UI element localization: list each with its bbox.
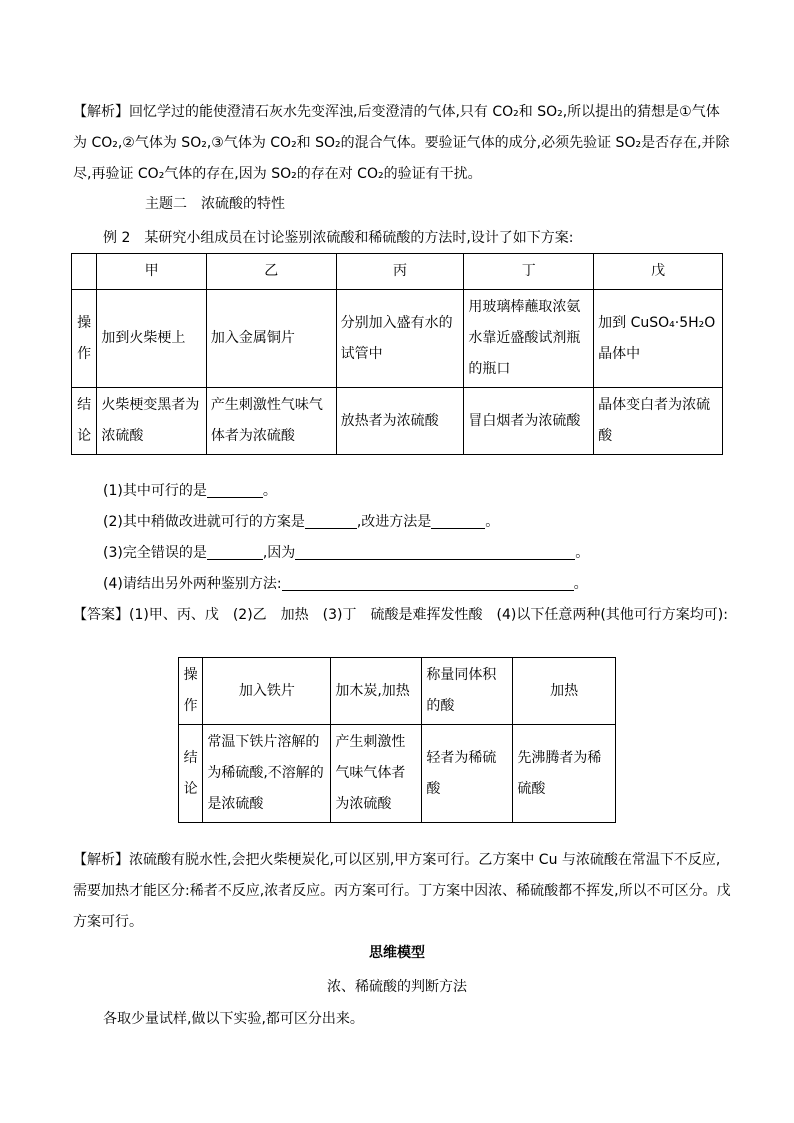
answer-blank <box>207 543 263 560</box>
question-text: 。 <box>262 483 277 499</box>
row-label: 结论 <box>72 388 97 455</box>
question-2 <box>103 511 499 531</box>
table-cell: 用玻璃棒蘸取浓氨水靠近盛酸试剂瓶的瓶口 <box>464 290 594 388</box>
example-intro: 例 2 某研究小组成员在讨论鉴别浓硫酸和稀硫酸的方法时,设计了如下方案: <box>103 230 574 246</box>
answer-blank <box>295 543 575 560</box>
answer-paragraph: 【答案】(1)甲、丙、戊 (2)乙 加热 (3)丁 硫酸是难挥发性酸 (4)以下任意两种(其他可行方案均可): <box>73 607 728 623</box>
answer-blank <box>431 512 485 529</box>
table-cell: 产生刺激性气味气体者为浓硫酸 <box>331 725 422 823</box>
row-label: 操作 <box>179 658 203 725</box>
row-label: 操作 <box>72 290 97 388</box>
answer-blank <box>305 512 357 529</box>
answer-blank <box>207 481 263 498</box>
table-row <box>72 388 723 455</box>
question-text: 。 <box>485 514 500 530</box>
model-subtitle: 浓、稀硫酸的判断方法 <box>327 979 467 995</box>
table-header-cell: 丙 <box>336 254 464 290</box>
table-cell: 常温下铁片溶解的为稀硫酸,不溶解的是浓硫酸 <box>203 725 331 823</box>
table-cell: 放热者为浓硫酸 <box>336 388 464 455</box>
table-row <box>179 658 616 725</box>
table-cell: 冒白烟者为浓硫酸 <box>464 388 594 455</box>
row-label: 结论 <box>179 725 203 823</box>
table-cell: 晶体变白者为浓硫酸 <box>594 388 723 455</box>
table-cell: 加到火柴梗上 <box>97 290 207 388</box>
model-title: 思维模型 <box>369 945 425 961</box>
topic-heading: 主题二 浓硫酸的特性 <box>145 196 285 212</box>
question-text: ,改进方法是 <box>356 514 432 530</box>
table-cell: 先沸腾者为稀硫酸 <box>513 725 616 823</box>
table-header-row <box>72 254 723 290</box>
answer-table <box>178 657 616 823</box>
table-cell: 加入铁片 <box>203 658 331 725</box>
analysis-paragraph-1: 【解析】回忆学过的能使澄清石灰水先变浑浊,后变澄清的气体,只有 CO₂和 SO₂,所以提出的猜想是①气体为 CO₂,②气体为 SO₂,③气体为 CO₂和 SO₂的混合气体。要验证气体的成分,必须先验证 SO₂是否存在,并除尽,再验证 CO₂气体的存在,因为 SO₂的存在对 CO₂的验证有干扰。 <box>73 104 730 182</box>
table-cell: 产生刺激性气味气体者为浓硫酸 <box>206 388 336 455</box>
table-header-cell <box>72 254 97 290</box>
table-row <box>179 725 616 823</box>
question-text: 。 <box>573 576 588 592</box>
method-table <box>71 253 723 455</box>
table-cell: 加到 CuSO₄·5H₂O 晶体中 <box>594 290 723 388</box>
table-header-cell: 丁 <box>464 254 594 290</box>
question-text: (2)其中稍做改进就可行的方案是 <box>103 514 305 530</box>
question-text: 。 <box>575 545 590 561</box>
table-cell: 加入金属铜片 <box>206 290 336 388</box>
table-header-cell: 乙 <box>206 254 336 290</box>
table-cell: 称量同体积的酸 <box>422 658 513 725</box>
question-text: ,因为 <box>262 545 296 561</box>
table-row <box>72 290 723 388</box>
table-header-cell: 戊 <box>594 254 723 290</box>
question-1 <box>103 480 277 500</box>
answer-blank <box>282 574 574 591</box>
table-cell: 加木炭,加热 <box>331 658 422 725</box>
final-line: 各取少量试样,做以下实验,都可区分出来。 <box>103 1011 364 1027</box>
table-cell: 轻者为稀硫酸 <box>422 725 513 823</box>
table-header-cell: 甲 <box>97 254 207 290</box>
table-cell: 分别加入盛有水的试管中 <box>336 290 464 388</box>
question-text: (3)完全错误的是 <box>103 545 207 561</box>
question-text: (1)其中可行的是 <box>103 483 207 499</box>
table-cell: 火柴梗变黑者为浓硫酸 <box>97 388 207 455</box>
question-3 <box>103 542 589 562</box>
analysis-paragraph-2: 【解析】浓硫酸有脱水性,会把火柴梗炭化,可以区别,甲方案可行。乙方案中 Cu 与浓硫酸在常温下不反应,需要加热才能区分:稀者不反应,浓者反应。丙方案可行。丁方案中因浓、稀硫酸都不挥发,所以不可区分。戊方案可行。 <box>73 852 731 930</box>
question-4 <box>103 573 588 593</box>
question-text: (4)请结出另外两种鉴别方法: <box>103 576 282 592</box>
table-cell: 加热 <box>513 658 616 725</box>
